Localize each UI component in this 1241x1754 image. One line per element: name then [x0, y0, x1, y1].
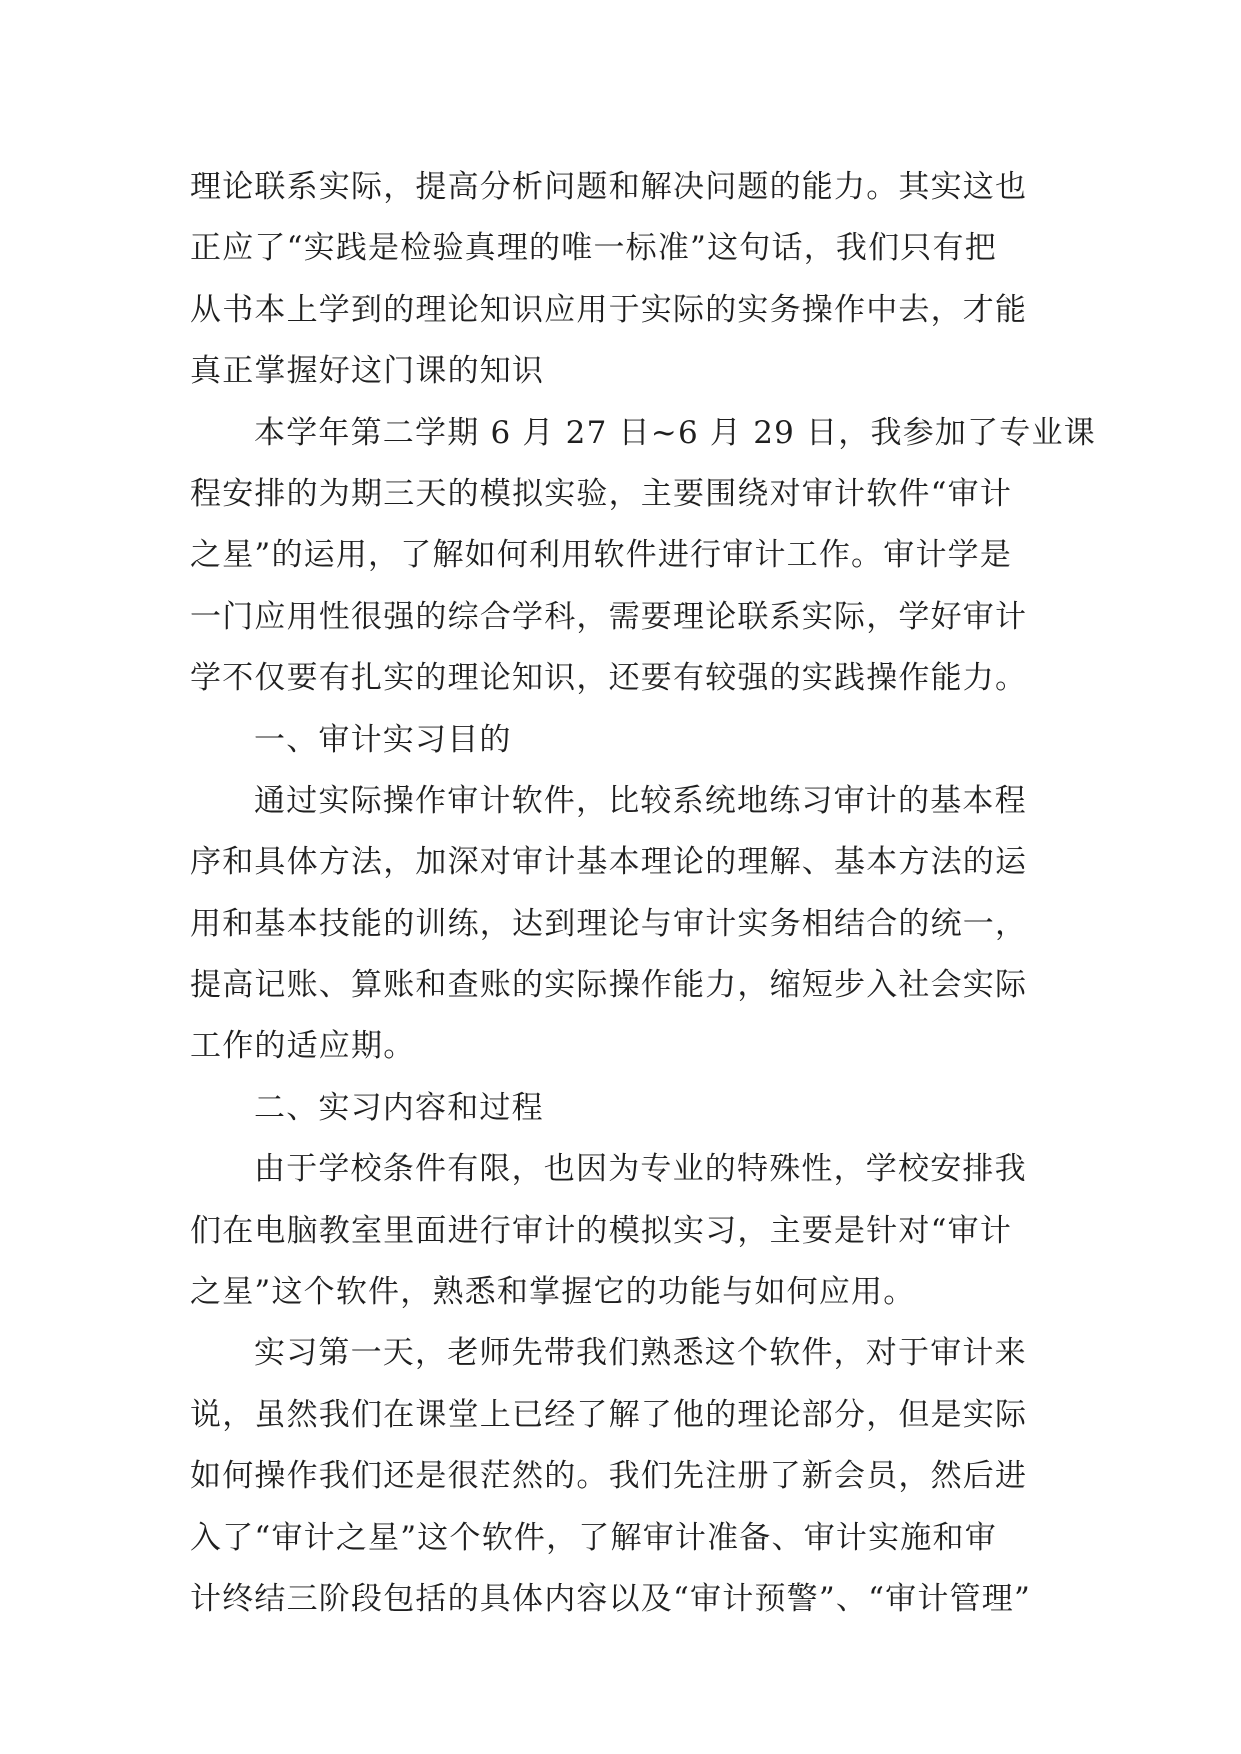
- document-body: [190, 157, 1096, 1630]
- text-line: 们在电脑教室里面进行审计的模拟实习，主要是针对“审计: [190, 1212, 1013, 1249]
- text-line: 提高记账、算账和查账的实际操作能力，缩短步入社会实际: [190, 967, 1028, 1004]
- text-line: 工作的适应期。: [190, 1028, 416, 1065]
- text-line: 真正掌握好这门课的知识: [190, 353, 545, 390]
- text-line: 之星”的运用，了解如何利用软件进行审计工作。审计学是: [190, 537, 1013, 574]
- section-heading: 二、实习内容和过程: [254, 1089, 544, 1126]
- text-line: 入了“审计之星”这个软件，了解审计准备、审计实施和审: [190, 1519, 997, 1556]
- text-line: 从书本上学到的理论知识应用于实际的实务操作中去，才能: [190, 291, 1028, 328]
- text-line: 用和基本技能的训练，达到理论与审计实务相结合的统一，: [190, 905, 1028, 942]
- paragraph-first-line: 实习第一天，老师先带我们熟悉这个软件，对于审计来: [254, 1335, 1027, 1372]
- text-line: 序和具体方法，加深对审计基本理论的理解、基本方法的运: [190, 844, 1028, 881]
- paragraph-first-line: 通过实际操作审计软件，比较系统地练习审计的基本程: [254, 782, 1027, 819]
- text-line: 理论联系实际，提高分析问题和解决问题的能力。其实这也: [190, 169, 1028, 205]
- text-line: 正应了“实践是检验真理的唯一标准”这句话，我们只有把: [190, 230, 997, 267]
- text-line: 计终结三阶段包括的具体内容以及“审计预警”、“审计管理”: [190, 1580, 1031, 1617]
- paragraph-first-line: 由于学校条件有限，也因为专业的特殊性，学校安排我: [254, 1151, 1027, 1188]
- text-line: 一门应用性很强的综合学科，需要理论联系实际，学好审计: [190, 598, 1028, 635]
- text-line: 之星”这个软件，熟悉和掌握它的功能与如何应用。: [190, 1274, 916, 1311]
- paragraph-first-line: 本学年第二学期 6 月 27 日~6 月 29 日，我参加了专业课: [254, 414, 1096, 451]
- text-line: 说，虽然我们在课堂上已经了解了他的理论部分，但是实际: [190, 1396, 1028, 1433]
- text-line: 如何操作我们还是很茫然的。我们先注册了新会员，然后进: [190, 1458, 1028, 1495]
- section-heading: 一、审计实习目的: [254, 721, 512, 758]
- text-line: 学不仅要有扎实的理论知识，还要有较强的实践操作能力。: [190, 660, 1028, 697]
- text-line: 程安排的为期三天的模拟实验，主要围绕对审计软件“审计: [190, 475, 1013, 512]
